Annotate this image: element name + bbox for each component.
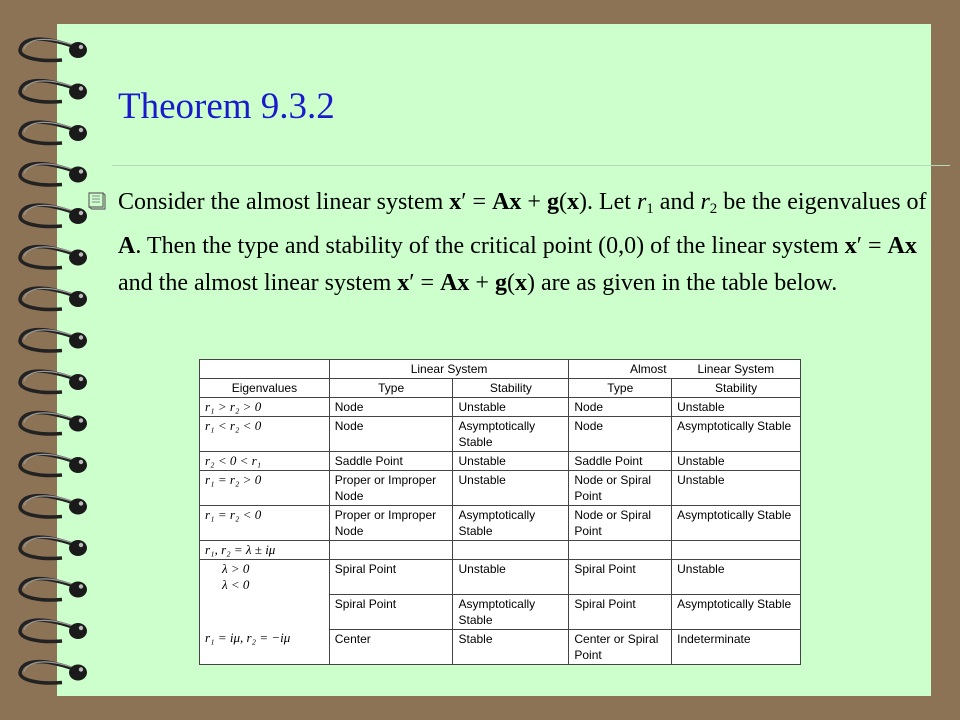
stability-table	[199, 359, 801, 665]
table-cell: Indeterminate	[672, 629, 801, 664]
table-cell: Saddle Point	[329, 452, 453, 471]
eigenvalue-cell: r₁ < r₂ < 0	[200, 417, 330, 452]
table-row	[200, 594, 801, 629]
table-cell: Node	[329, 417, 453, 452]
ring	[20, 371, 87, 392]
ring	[20, 247, 87, 268]
table-cell: Unstable	[672, 398, 801, 417]
eigenvalue-cell	[200, 594, 330, 629]
table-cell: Node or Spiral Point	[569, 471, 672, 506]
ring	[20, 620, 87, 641]
col-header: Stability	[672, 379, 801, 398]
table-cell: Asymptotically Stable	[453, 594, 569, 629]
ring	[20, 205, 87, 226]
table-cell: Unstable	[672, 471, 801, 506]
table-cell	[329, 541, 453, 560]
table-cell: Asymptotically Stable	[453, 506, 569, 541]
group-header-row	[200, 360, 801, 379]
table-cell: Unstable	[453, 471, 569, 506]
almost-linear-header: Linear System	[672, 360, 801, 379]
table-cell	[453, 541, 569, 560]
ring	[20, 537, 87, 558]
bullet-icon	[88, 192, 106, 210]
linear-system-header: Linear System	[329, 360, 569, 379]
table-cell: Stable	[453, 629, 569, 664]
ring	[20, 454, 87, 475]
table-cell: Unstable	[672, 452, 801, 471]
table-cell: Asymptotically Stable	[672, 594, 801, 629]
ring	[20, 164, 87, 185]
ring	[20, 122, 87, 143]
table-cell: Unstable	[453, 452, 569, 471]
table-cell: Spiral Point	[329, 560, 453, 595]
notebook-rings	[0, 0, 110, 720]
table-row	[200, 506, 801, 541]
column-header-row	[200, 379, 801, 398]
table-cell: Asymptotically Stable	[672, 506, 801, 541]
ring	[20, 330, 87, 351]
table-cell: Proper or Improper Node	[329, 471, 453, 506]
table-cell	[672, 541, 801, 560]
table-cell: Unstable	[453, 398, 569, 417]
eigenvalue-cell: r₁, r₂ = λ ± iμ	[200, 541, 330, 560]
table-cell: Proper or Improper Node	[329, 506, 453, 541]
table-cell: Center or Spiral Point	[569, 629, 672, 664]
table-row	[200, 629, 801, 664]
ring	[20, 579, 87, 600]
ring	[20, 39, 87, 60]
slide-title: Theorem 9.3.2	[118, 86, 335, 127]
table-row	[200, 452, 801, 471]
col-header: Stability	[453, 379, 569, 398]
table-cell	[569, 541, 672, 560]
table-cell: Spiral Point	[329, 594, 453, 629]
table-row	[200, 541, 801, 560]
ring	[20, 288, 87, 309]
col-header: Eigenvalues	[200, 379, 330, 398]
theorem-statement: Consider the almost linear system x′ = Ax + g(x). Let $r_1$ and $r_2$ be the eigenvalues of A. Then the type and stability of the critical point (0,0) of the linear system x′ = Ax and the almost linear system x′ = Ax + g(x) are as given in the table below.	[118, 189, 927, 296]
table-cell: Asymptotically Stable	[672, 417, 801, 452]
ring	[20, 662, 87, 683]
ring	[20, 413, 87, 434]
table-row	[200, 560, 801, 595]
table-cell: Spiral Point	[569, 560, 672, 595]
eigenvalue-cell: r₁ > r₂ > 0	[200, 398, 330, 417]
table-cell: Node	[329, 398, 453, 417]
eigenvalue-cell: r₁ = r₂ < 0	[200, 506, 330, 541]
table-cell: Asymptotically Stable	[453, 417, 569, 452]
ring	[20, 81, 87, 102]
eigenvalue-cell: r₁ = r₂ > 0	[200, 471, 330, 506]
table-cell: Center	[329, 629, 453, 664]
table-cell: Node	[569, 398, 672, 417]
col-header: Type	[329, 379, 453, 398]
table-cell: Unstable	[672, 560, 801, 595]
table-cell: Unstable	[453, 560, 569, 595]
table-row	[200, 471, 801, 506]
almost-header: Almost	[569, 360, 672, 379]
table-row	[200, 398, 801, 417]
eigenvalue-cell: λ > 0 λ < 0	[200, 560, 330, 595]
table-cell: Node or Spiral Point	[569, 506, 672, 541]
ring	[20, 496, 87, 517]
title-divider	[112, 165, 950, 166]
eigenvalue-cell: r₁ = iμ, r₂ = −iμ	[200, 629, 330, 664]
table-row	[200, 417, 801, 452]
col-header: Type	[569, 379, 672, 398]
table-cell: Saddle Point	[569, 452, 672, 471]
eigenvalue-cell: r₂ < 0 < r₁	[200, 452, 330, 471]
table-cell: Spiral Point	[569, 594, 672, 629]
table-cell: Node	[569, 417, 672, 452]
